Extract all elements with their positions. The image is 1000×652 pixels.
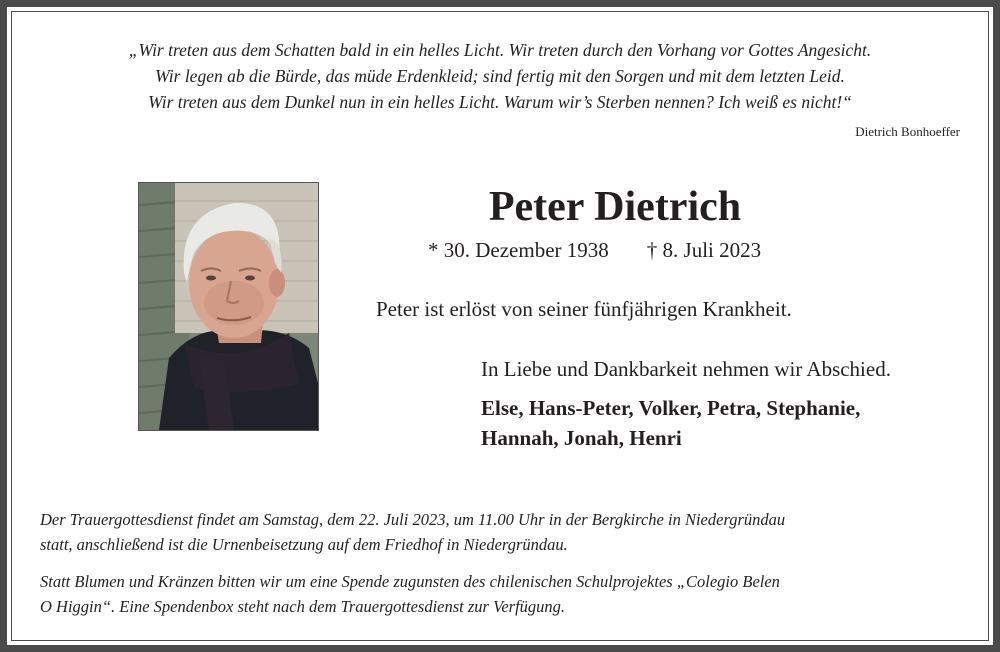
portrait-photo [138,182,319,431]
death-date: † 8. Juli 2023 [646,238,762,262]
portrait-image [139,183,318,430]
family-line: Hannah, Jonah, Henri [481,426,682,450]
family-names [481,393,860,453]
service-line: Der Trauergottesdienst findet am Samstag, dem 22. Juli 2023, um 11.00 Uhr in der Bergkirche in Niedergründau [40,510,786,529]
quote-line: Wir treten aus dem Dunkel nun in ein helles Licht. Warum wir’s Sterben nennen? Ich weiß es nicht!“ [148,92,852,112]
birth-date: * 30. Dezember 1938 [428,238,609,262]
donation-line: Statt Blumen und Kränzen bitten wir um eine Spende zugunsten des chilenischen Schulprojektes „Colegio Belen [40,572,780,591]
illness-message: Peter ist erlöst von seiner fünfjährigen Krankheit. [376,297,792,321]
funeral-service-info [40,507,970,557]
family-line: Else, Hans-Peter, Volker, Petra, Stephanie, [481,396,861,420]
life-dates [428,238,761,263]
farewell-line: In Liebe und Dankbarkeit nehmen wir Abschied. [481,357,891,381]
donation-line: O Higgin“. Eine Spendenbox steht nach dem Trauergottesdienst zur Verfügung. [40,597,566,616]
service-line: statt, anschließend ist die Urnenbeisetzung auf dem Friedhof in Niedergründau. [40,535,568,554]
quote-author: Dietrich Bonhoeffer [855,124,960,139]
deceased-name: Peter Dietrich [488,184,742,230]
bonhoeffer-quote [20,37,980,115]
quote-line: „Wir treten aus dem Schatten bald in ein helles Licht. Wir treten durch den Vorhang vor Gottes Angesicht. [128,40,872,60]
quote-line: Wir legen ab die Bürde, das müde Erdenkleid; sind fertig mit den Sorgen und mit dem letzten Leid. [155,66,845,86]
donation-info [40,569,970,619]
